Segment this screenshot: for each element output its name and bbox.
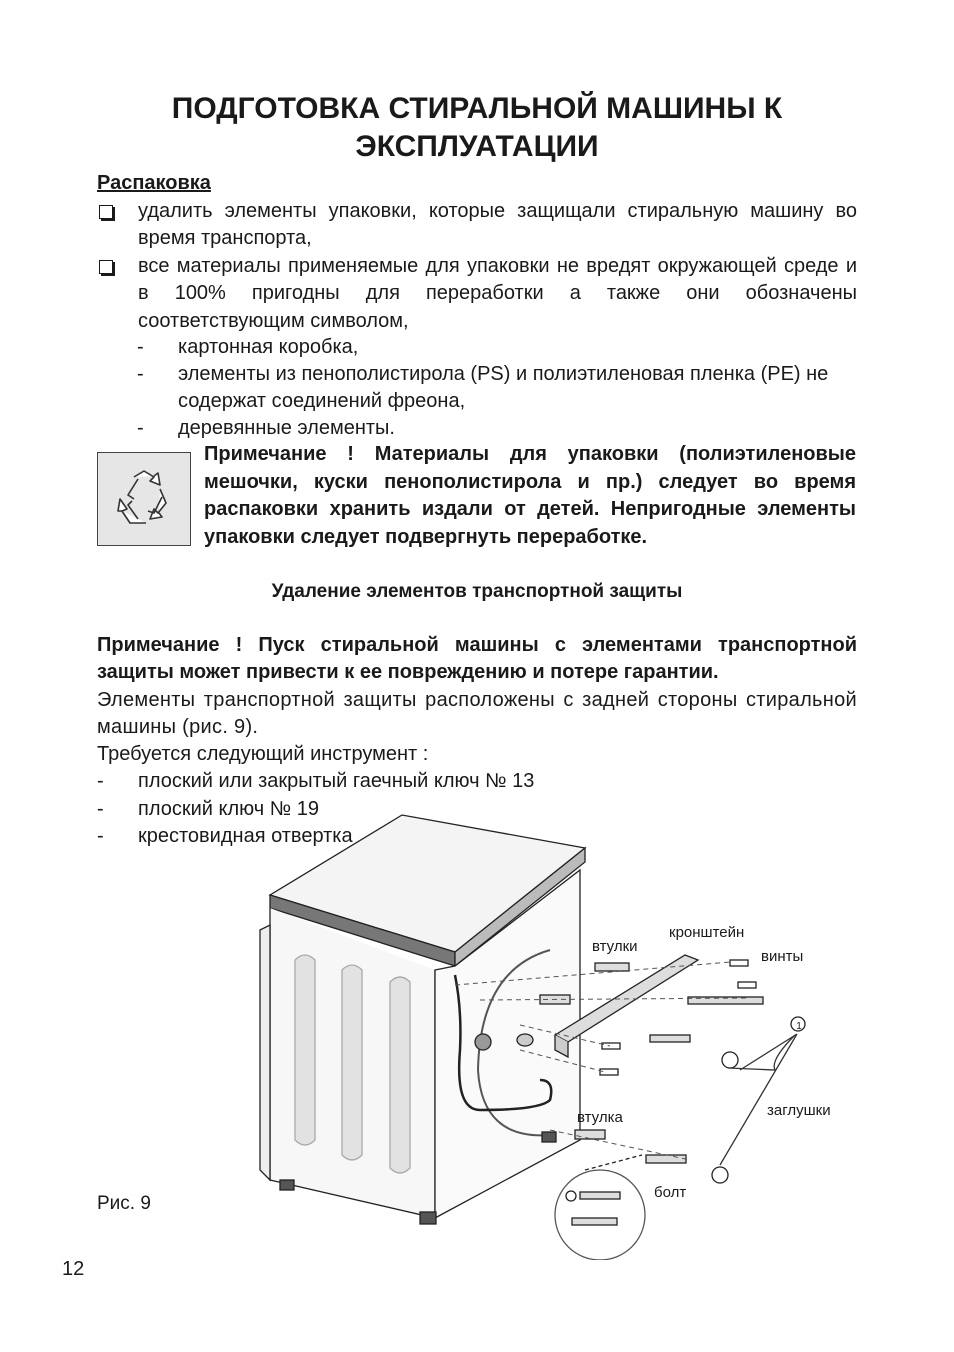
list-item: - крестовидная отвертка bbox=[97, 823, 697, 850]
list-item-text: плоский или закрытый гаечный ключ № 13 bbox=[138, 770, 535, 792]
sub-list-item-text: элементы из пенополистирола (PS) и полиэтиленовая пленка (PE) не содержат соединений фреона, bbox=[178, 363, 829, 413]
list-item-text: удалить элементы упаковки, которые защищали стиральную машину во время транспорта, bbox=[138, 200, 857, 250]
plug-number: 1 bbox=[796, 1021, 802, 1032]
checkbox-bullet-icon bbox=[99, 260, 113, 274]
label-bolt: болт bbox=[654, 1184, 687, 1201]
page-number: 12 bbox=[62, 1258, 85, 1280]
packaging-note: Примечание ! Материалы для упаковки (полиэтиленовые мешочки, куски пенополистирола и пр.) следует во время распаковки хранить издали от детей. Непригодные элементы упаковки следует подвергнуть переработке. bbox=[204, 443, 856, 548]
list-item-text: крестовидная отвертка bbox=[138, 825, 353, 847]
list-item: - плоский ключ № 19 bbox=[97, 796, 697, 823]
label-plugs: заглушки bbox=[767, 1102, 831, 1119]
figure-9-washing-machine-rear bbox=[250, 810, 850, 1260]
transport-note: Примечание ! Пуск стиральной машины с элементами транспортной защиты может привести к ее повреждению и потере гарантии. bbox=[97, 634, 857, 684]
label-bushings: втулки bbox=[592, 938, 638, 955]
page-title: ПОДГОТОВКА СТИРАЛЬНОЙ МАШИНЫ К ЭКСПЛУАТАЦИИ bbox=[171, 92, 783, 163]
sub-list-item-text: деревянные элементы. bbox=[178, 417, 395, 439]
tools-intro: Требуется следующий инструмент : bbox=[97, 743, 429, 765]
figure-caption: Рис. 9 bbox=[97, 1193, 151, 1214]
sub-list-item: - элементы из пенополистирола (PS) и полиэтиленовая пленка (PE) не содержат соединений фреона, bbox=[137, 361, 857, 416]
section-heading-unpacking: Распаковка bbox=[97, 172, 211, 194]
label-screws: винты bbox=[761, 948, 804, 965]
sub-list-item: - картонная коробка, bbox=[137, 334, 857, 361]
label-bushing: втулка bbox=[577, 1109, 623, 1126]
sub-list-item-text: картонная коробка, bbox=[178, 336, 359, 358]
list-item-text: плоский ключ № 19 bbox=[138, 798, 319, 820]
list-item bbox=[97, 253, 857, 335]
list-item-text: все материалы применяемые для упаковки не вредят окружающей среде и в 100% пригодны для переработки а также они обозначены соответствующим символом, bbox=[138, 255, 857, 332]
recycle-icon bbox=[97, 452, 191, 546]
list-item: - плоский или закрытый гаечный ключ № 13 bbox=[97, 768, 697, 795]
section-heading-transport: Удаление элементов транспортной защиты bbox=[271, 581, 683, 602]
label-bracket: кронштейн bbox=[669, 924, 745, 941]
checkbox-bullet-icon bbox=[99, 205, 113, 219]
sub-list-item: - деревянные элементы. bbox=[137, 415, 857, 442]
transport-paragraph: Элементы транспортной защиты расположены с задней стороны стиральной машины (рис. 9). bbox=[97, 689, 857, 739]
list-item bbox=[97, 198, 857, 253]
